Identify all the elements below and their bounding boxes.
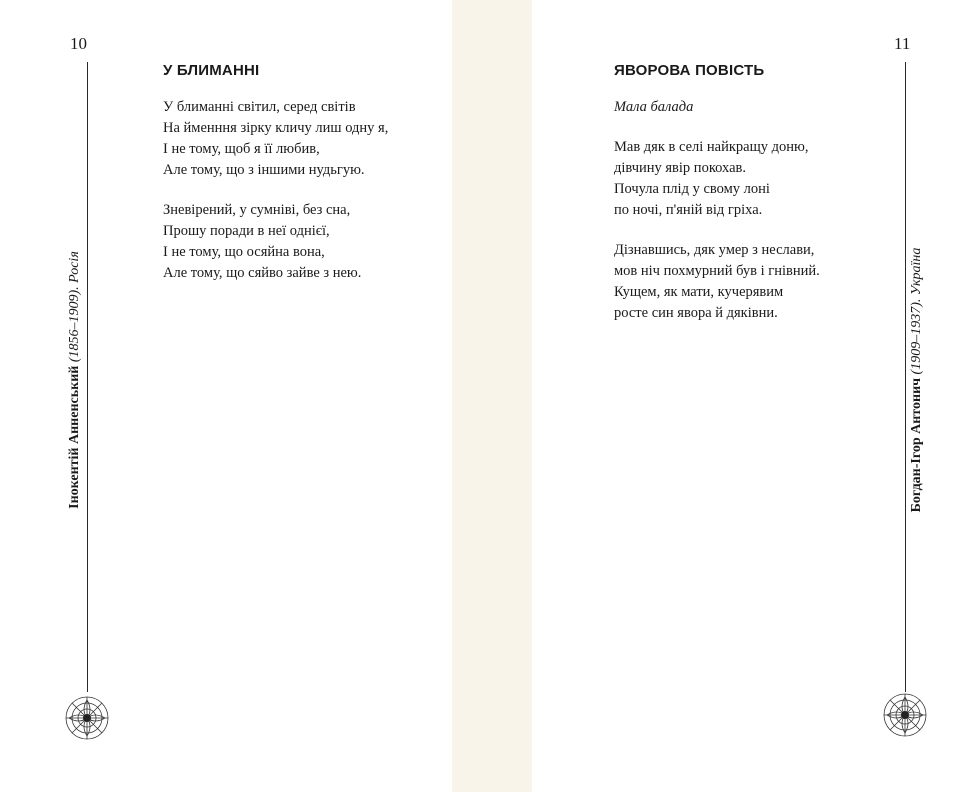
poem-line: Але тому, що сяйво зайве з нею. [163, 265, 362, 281]
right-poem-subtitle: Мала балада [614, 99, 694, 115]
page-number-left: 10 [70, 34, 87, 53]
poem-line: У блиманні світил, серед світів [163, 99, 356, 115]
left-margin-rule [87, 62, 88, 692]
poem-line: Почула плід у свому лоні [614, 181, 770, 197]
left-author-dates: (1856–1909). [67, 286, 82, 363]
right-author-name: Богдан-Ігор Антонич [909, 377, 924, 513]
stanza [163, 200, 443, 284]
right-author-country: Україна [909, 247, 924, 296]
poem-line: І не тому, щоб я її любив, [163, 141, 320, 157]
page-number-right: 11 [894, 34, 911, 53]
book-gutter [452, 0, 532, 792]
right-margin-rule [905, 62, 906, 692]
rosette-ornament-icon [63, 694, 111, 742]
left-author-country: Росія [67, 251, 82, 283]
poem-line: І не тому, що осяйна вона, [163, 244, 325, 260]
left-poem [163, 60, 443, 303]
poem-line: Дізнавшись, дяк умер з неслави, [614, 242, 815, 258]
rosette-ornament-icon [881, 691, 929, 739]
stanza [163, 97, 443, 181]
left-poem-title: У БЛИМАННІ [163, 62, 260, 79]
poem-line: Зневірений, у сумніві, без сна, [163, 202, 351, 218]
poem-line: Але тому, що з іншими нудьгую. [163, 162, 365, 178]
poem-line: дівчину явір покохав. [614, 160, 746, 176]
stanza [614, 137, 884, 221]
poem-line: росте син явора й дяківни. [614, 305, 778, 321]
poem-line: мов ніч похмурний був і гнівний. [614, 263, 820, 279]
right-poem [614, 60, 884, 343]
poem-line: Мав дяк в селі найкращу доню, [614, 139, 809, 155]
right-poem-title: ЯВОРОВА ПОВІСТЬ [614, 62, 765, 79]
poem-line: по ночі, п'яній від гріха. [614, 202, 763, 218]
left-author-name: Інокентій Анненський [67, 365, 82, 509]
stanza [614, 240, 884, 324]
poem-line: Прошу поради в неї однієї, [163, 223, 330, 239]
poem-line: Кущем, як мати, кучерявим [614, 284, 784, 300]
poem-line: На йменння зірку кличу лиш одну я, [163, 120, 389, 136]
right-author-dates: (1909–1937). [909, 298, 924, 375]
